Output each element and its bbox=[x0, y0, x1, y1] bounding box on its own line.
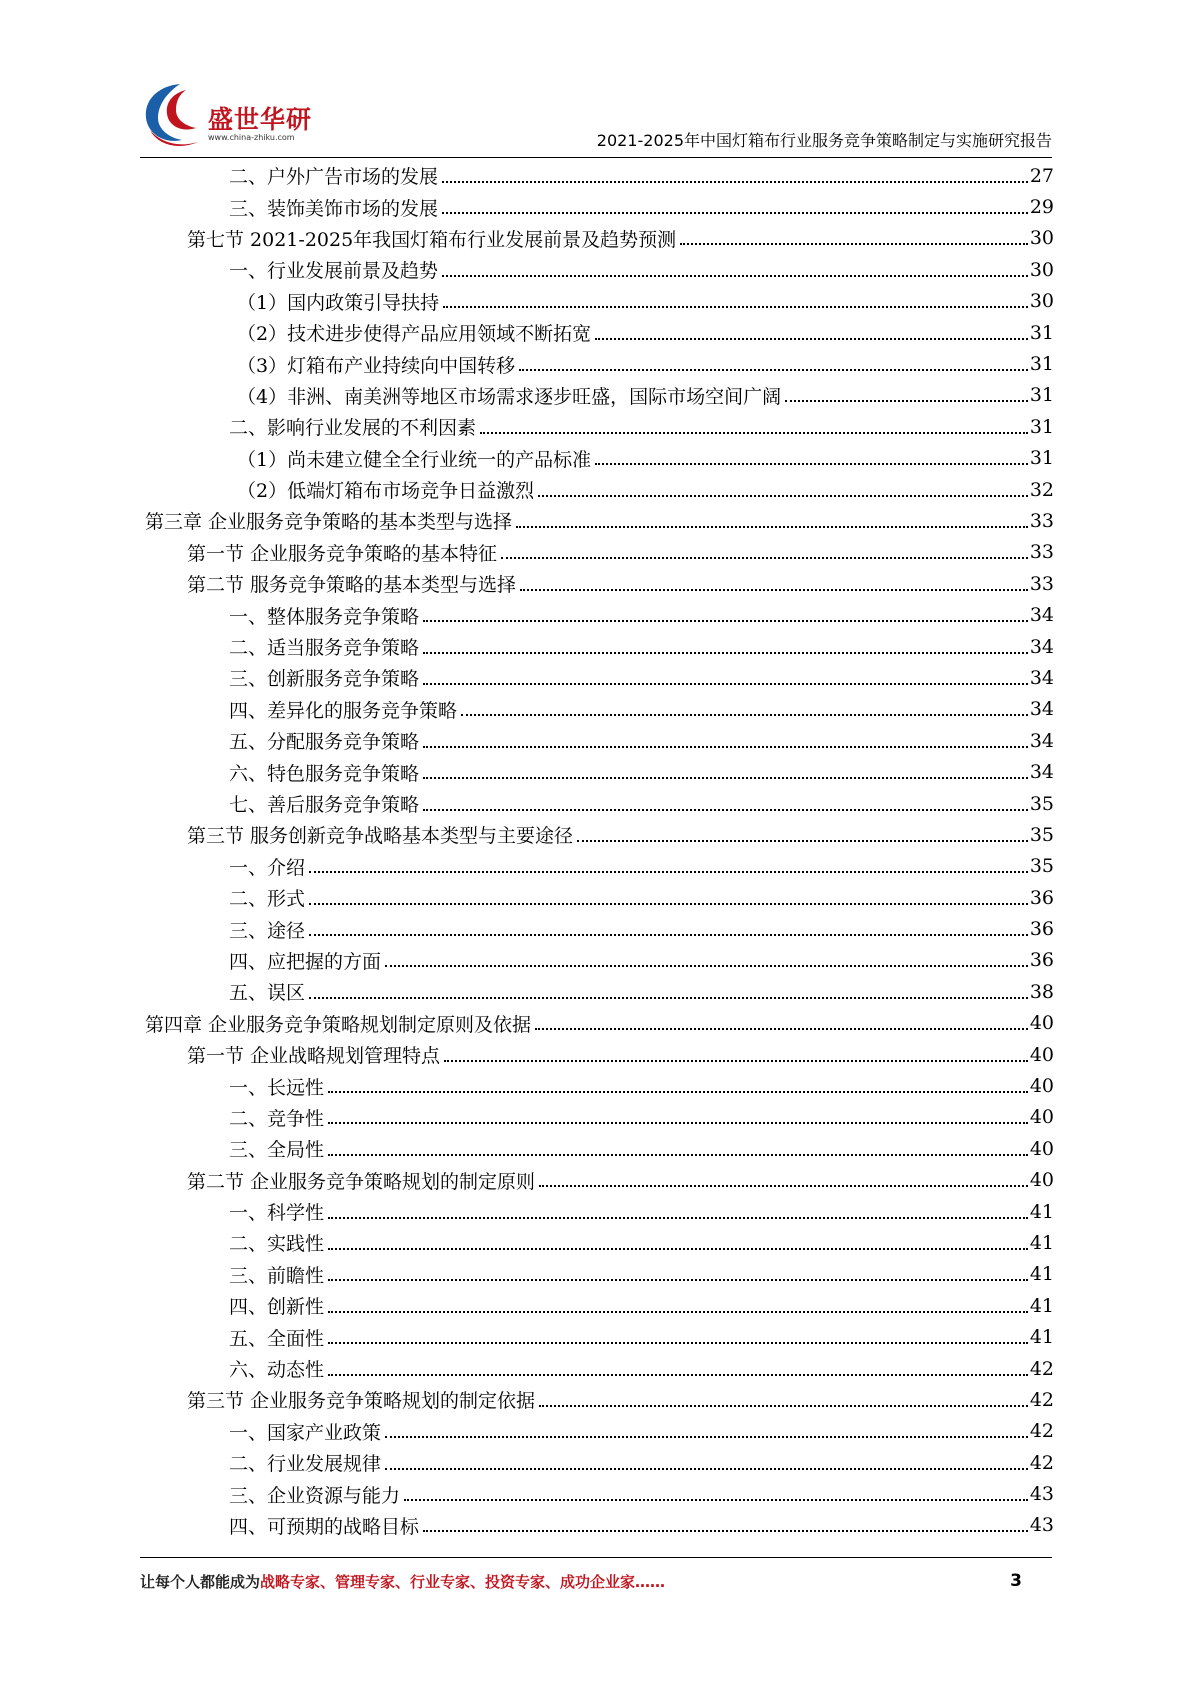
toc-entry-label: 四、应把握的方面 bbox=[229, 950, 382, 973]
toc-entry-label: 三、企业资源与能力 bbox=[229, 1484, 401, 1507]
toc-entry[interactable] bbox=[145, 694, 1054, 725]
toc-entry-page: 43 bbox=[1029, 1514, 1054, 1537]
page-number: 3 bbox=[1010, 1571, 1022, 1591]
toc-entry-label: 一、长远性 bbox=[229, 1076, 325, 1099]
toc-entry-label: 第二节 企业服务竞争策略规划的制定原则 bbox=[187, 1170, 536, 1193]
toc-dot-leader bbox=[328, 1248, 1028, 1250]
toc-entry-label: （2）低端灯箱布市场竞争日益激烈 bbox=[237, 480, 535, 503]
toc-entry[interactable] bbox=[145, 443, 1054, 474]
toc-dot-leader bbox=[461, 714, 1028, 716]
toc-entry[interactable] bbox=[145, 945, 1054, 976]
toc-entry[interactable] bbox=[145, 1447, 1054, 1478]
toc-dot-leader bbox=[328, 1217, 1028, 1219]
toc-entry-page: 36 bbox=[1029, 886, 1054, 909]
toc-dot-leader bbox=[535, 1028, 1028, 1030]
toc-entry-label: 六、特色服务竞争策略 bbox=[229, 762, 420, 785]
toc-dot-leader bbox=[423, 652, 1028, 654]
toc-entry[interactable] bbox=[145, 1070, 1054, 1101]
toc-entry[interactable] bbox=[145, 976, 1054, 1007]
toc-entry[interactable] bbox=[145, 1133, 1054, 1164]
toc-entry-page: 42 bbox=[1029, 1388, 1054, 1411]
toc-entry-page: 41 bbox=[1029, 1263, 1054, 1286]
toc-entry[interactable] bbox=[145, 631, 1054, 662]
toc-entry-label: 三、全局性 bbox=[229, 1139, 325, 1162]
toc-dot-leader bbox=[501, 557, 1028, 559]
toc-dot-leader bbox=[423, 809, 1028, 811]
toc-entry-label: （1）尚未建立健全全行业统一的产品标准 bbox=[237, 448, 592, 471]
toc-entry[interactable] bbox=[145, 191, 1054, 222]
toc-entry-label: 五、误区 bbox=[229, 982, 306, 1005]
toc-dot-leader bbox=[309, 997, 1028, 999]
toc-dot-leader bbox=[404, 1499, 1028, 1501]
toc-dot-leader bbox=[328, 1311, 1028, 1313]
toc-dot-leader bbox=[328, 1279, 1028, 1281]
toc-dot-leader bbox=[444, 1060, 1028, 1062]
toc-entry[interactable] bbox=[145, 286, 1054, 317]
toc-entry[interactable] bbox=[145, 1478, 1054, 1509]
toc-entry-page: 31 bbox=[1029, 384, 1054, 407]
toc-dot-leader bbox=[309, 903, 1028, 905]
header-divider bbox=[140, 157, 1052, 158]
toc-entry[interactable] bbox=[145, 1227, 1054, 1258]
page-header bbox=[140, 80, 1052, 158]
toc-entry[interactable] bbox=[145, 348, 1054, 379]
toc-entry[interactable] bbox=[145, 851, 1054, 882]
toc-entry-label: 一、国家产业政策 bbox=[229, 1421, 382, 1444]
toc-entry-page: 31 bbox=[1029, 353, 1054, 376]
footer-slogan-lead: 让每个人都能成为 bbox=[140, 1573, 261, 1591]
toc-entry-label: 第三节 企业服务竞争策略规划的制定依据 bbox=[187, 1390, 536, 1413]
toc-entry-label: 五、全面性 bbox=[229, 1327, 325, 1350]
toc-dot-leader bbox=[328, 1374, 1028, 1376]
toc-entry-label: （4）非洲、南美洲等地区市场需求逐步旺盛，国际市场空间广阔 bbox=[237, 385, 782, 408]
toc-entry-label: 六、动态性 bbox=[229, 1359, 325, 1382]
toc-entry-page: 30 bbox=[1029, 227, 1054, 250]
toc-entry-label: 三、途径 bbox=[229, 919, 306, 942]
toc-entry-page: 33 bbox=[1029, 572, 1054, 595]
toc-entry-page: 40 bbox=[1029, 1075, 1054, 1098]
logo-url: www.china-zhiku.com bbox=[208, 133, 295, 142]
toc-entry-label: 三、装饰美饰市场的发展 bbox=[229, 197, 439, 220]
toc-entry-page: 38 bbox=[1029, 980, 1054, 1003]
toc-entry-page: 36 bbox=[1029, 918, 1054, 941]
toc-entry[interactable] bbox=[145, 537, 1054, 568]
toc-dot-leader bbox=[309, 934, 1028, 936]
table-of-contents bbox=[145, 160, 1054, 1541]
toc-entry-label: 一、行业发展前景及趋势 bbox=[229, 260, 439, 283]
toc-dot-leader bbox=[423, 683, 1028, 685]
toc-entry[interactable] bbox=[145, 1165, 1054, 1196]
toc-entry[interactable] bbox=[145, 913, 1054, 944]
toc-entry[interactable] bbox=[145, 223, 1054, 254]
toc-dot-leader bbox=[328, 1122, 1028, 1124]
logo-swirl-icon bbox=[140, 80, 208, 152]
toc-dot-leader bbox=[328, 1091, 1028, 1093]
toc-dot-leader bbox=[328, 1342, 1028, 1344]
toc-entry[interactable] bbox=[145, 1039, 1054, 1070]
toc-entry-page: 31 bbox=[1029, 447, 1054, 470]
toc-entry-label: 二、影响行业发展的不利因素 bbox=[229, 417, 477, 440]
toc-dot-leader bbox=[423, 746, 1028, 748]
toc-entry[interactable] bbox=[145, 505, 1054, 536]
toc-dot-leader bbox=[442, 212, 1028, 214]
toc-entry[interactable] bbox=[145, 380, 1054, 411]
toc-entry-label: 一、介绍 bbox=[229, 856, 306, 879]
toc-entry-page: 35 bbox=[1029, 823, 1054, 846]
toc-entry-label: （3）灯箱布产业持续向中国转移 bbox=[237, 354, 516, 377]
toc-entry-label: 五、分配服务竞争策略 bbox=[229, 731, 420, 754]
toc-entry-label: 四、可预期的战略目标 bbox=[229, 1515, 420, 1538]
toc-entry-page: 33 bbox=[1029, 509, 1054, 532]
toc-dot-leader bbox=[595, 338, 1028, 340]
toc-entry-label: 二、实践性 bbox=[229, 1233, 325, 1256]
toc-entry[interactable] bbox=[145, 411, 1054, 442]
footer-slogan-highlight: 战略专家、管理专家、行业专家、投资专家、成功企业家…… bbox=[260, 1573, 666, 1591]
toc-entry[interactable] bbox=[145, 1510, 1054, 1541]
toc-entry-page: 30 bbox=[1029, 258, 1054, 281]
toc-entry-page: 36 bbox=[1029, 949, 1054, 972]
toc-dot-leader bbox=[680, 243, 1028, 245]
toc-entry-label: （1）国内政策引导扶持 bbox=[237, 291, 440, 314]
toc-entry-label: 第一节 企业服务竞争策略的基本特征 bbox=[187, 542, 498, 565]
toc-entry-label: 三、前瞻性 bbox=[229, 1264, 325, 1287]
toc-entry-page: 41 bbox=[1029, 1294, 1054, 1317]
toc-entry-page: 40 bbox=[1029, 1043, 1054, 1066]
toc-entry[interactable] bbox=[145, 882, 1054, 913]
toc-dot-leader bbox=[385, 1436, 1028, 1438]
toc-dot-leader bbox=[539, 1185, 1028, 1187]
toc-entry-label: 二、竞争性 bbox=[229, 1107, 325, 1130]
toc-entry-page: 31 bbox=[1029, 415, 1054, 438]
toc-dot-leader bbox=[516, 526, 1028, 528]
toc-entry[interactable] bbox=[145, 317, 1054, 348]
toc-entry-label: 七、善后服务竞争策略 bbox=[229, 794, 420, 816]
toc-dot-leader bbox=[385, 1468, 1028, 1470]
toc-entry-label: 四、差异化的服务竞争策略 bbox=[229, 699, 458, 722]
toc-entry-label: 三、创新服务竞争策略 bbox=[229, 668, 420, 691]
toc-entry-page: 40 bbox=[1029, 1169, 1054, 1192]
toc-entry[interactable] bbox=[145, 1353, 1054, 1384]
toc-entry[interactable] bbox=[145, 788, 1054, 819]
toc-entry[interactable] bbox=[145, 1384, 1054, 1415]
toc-entry[interactable] bbox=[145, 254, 1054, 285]
toc-entry-label: 二、行业发展规律 bbox=[229, 1453, 382, 1476]
toc-dot-leader bbox=[423, 777, 1028, 779]
toc-entry[interactable] bbox=[145, 1196, 1054, 1227]
toc-entry-label: 四、创新性 bbox=[229, 1296, 325, 1319]
toc-entry[interactable] bbox=[145, 756, 1054, 787]
toc-entry[interactable] bbox=[145, 662, 1054, 693]
toc-entry-page: 34 bbox=[1029, 729, 1054, 752]
footer-divider bbox=[140, 1557, 1052, 1558]
toc-entry-page: 40 bbox=[1029, 1012, 1054, 1035]
toc-dot-leader bbox=[328, 1154, 1028, 1156]
toc-entry-page: 35 bbox=[1029, 792, 1054, 815]
toc-entry[interactable] bbox=[145, 599, 1054, 630]
toc-entry-page: 34 bbox=[1029, 604, 1054, 627]
toc-dot-leader bbox=[385, 965, 1028, 967]
toc-dot-leader bbox=[519, 369, 1028, 371]
toc-entry[interactable] bbox=[145, 1321, 1054, 1352]
toc-entry-label: （2）技术进步使得产品应用领域不断拓宽 bbox=[237, 323, 592, 346]
toc-dot-leader bbox=[538, 495, 1028, 497]
document-title: 2021-2025年中国灯箱布行业服务竞争策略制定与实施研究报告 bbox=[596, 131, 1052, 150]
toc-entry-page: 43 bbox=[1029, 1483, 1054, 1506]
toc-dot-leader bbox=[539, 1405, 1028, 1407]
toc-entry-label: 第二节 服务竞争策略的基本类型与选择 bbox=[187, 574, 517, 597]
toc-dot-leader bbox=[480, 432, 1028, 434]
toc-dot-leader bbox=[442, 181, 1028, 183]
toc-entry[interactable] bbox=[145, 1290, 1054, 1321]
toc-entry-label: 二、适当服务竞争策略 bbox=[229, 637, 420, 660]
toc-entry-page: 32 bbox=[1029, 478, 1054, 501]
page-footer bbox=[140, 1571, 1052, 1601]
toc-entry-page: 30 bbox=[1029, 290, 1054, 313]
toc-entry-label: 第一节 企业战略规划管理特点 bbox=[187, 1045, 441, 1068]
toc-entry-page: 42 bbox=[1029, 1357, 1054, 1380]
toc-dot-leader bbox=[443, 306, 1028, 308]
toc-dot-leader bbox=[423, 1530, 1028, 1532]
logo bbox=[140, 80, 313, 152]
toc-entry[interactable] bbox=[145, 160, 1054, 191]
toc-entry-page: 31 bbox=[1029, 321, 1054, 344]
toc-dot-leader bbox=[595, 463, 1028, 465]
toc-entry-page: 41 bbox=[1029, 1231, 1054, 1254]
toc-entry-label: 二、形式 bbox=[229, 888, 306, 911]
toc-dot-leader bbox=[577, 840, 1028, 842]
toc-entry-page: 42 bbox=[1029, 1451, 1054, 1474]
toc-dot-leader bbox=[423, 620, 1028, 622]
toc-entry[interactable] bbox=[145, 819, 1054, 850]
toc-dot-leader bbox=[785, 400, 1028, 402]
toc-entry-page: 41 bbox=[1029, 1326, 1054, 1349]
toc-entry-page: 34 bbox=[1029, 698, 1054, 721]
toc-entry[interactable] bbox=[145, 568, 1054, 599]
toc-entry-page: 35 bbox=[1029, 855, 1054, 878]
toc-entry-page: 41 bbox=[1029, 1200, 1054, 1223]
toc-entry[interactable] bbox=[145, 725, 1054, 756]
toc-entry[interactable] bbox=[145, 1416, 1054, 1447]
toc-entry-page: 33 bbox=[1029, 541, 1054, 564]
toc-entry[interactable] bbox=[145, 1259, 1054, 1290]
logo-name: 盛世华研 bbox=[208, 105, 313, 134]
toc-dot-leader bbox=[442, 275, 1028, 277]
toc-entry-label: 第三章 企业服务竞争策略的基本类型与选择 bbox=[145, 511, 513, 534]
toc-entry[interactable] bbox=[145, 1102, 1054, 1133]
toc-entry-label: 一、科学性 bbox=[229, 1202, 325, 1225]
toc-dot-leader bbox=[309, 871, 1028, 873]
toc-entry-label: 第七节 2021-2025年我国灯箱布行业发展前景及趋势预测 bbox=[187, 228, 677, 251]
toc-entry-label: 一、整体服务竞争策略 bbox=[229, 605, 420, 628]
toc-entry-page: 29 bbox=[1029, 196, 1054, 219]
toc-entry-page: 27 bbox=[1029, 164, 1054, 187]
toc-dot-leader bbox=[520, 589, 1028, 591]
toc-entry-page: 34 bbox=[1029, 635, 1054, 658]
toc-entry-page: 40 bbox=[1029, 1137, 1054, 1160]
toc-entry-page: 34 bbox=[1029, 666, 1054, 689]
toc-entry-page: 42 bbox=[1029, 1420, 1054, 1443]
toc-entry[interactable] bbox=[145, 474, 1054, 505]
toc-entry-page: 34 bbox=[1029, 761, 1054, 784]
toc-entry-page: 40 bbox=[1029, 1106, 1054, 1129]
toc-entry-label: 第三节 服务创新竞争战略基本类型与主要途径 bbox=[187, 825, 574, 848]
toc-entry-label: 二、户外广告市场的发展 bbox=[229, 166, 439, 189]
toc-entry[interactable] bbox=[145, 1008, 1054, 1039]
toc-entry-label: 第四章 企业服务竞争策略规划制定原则及依据 bbox=[145, 1013, 532, 1036]
